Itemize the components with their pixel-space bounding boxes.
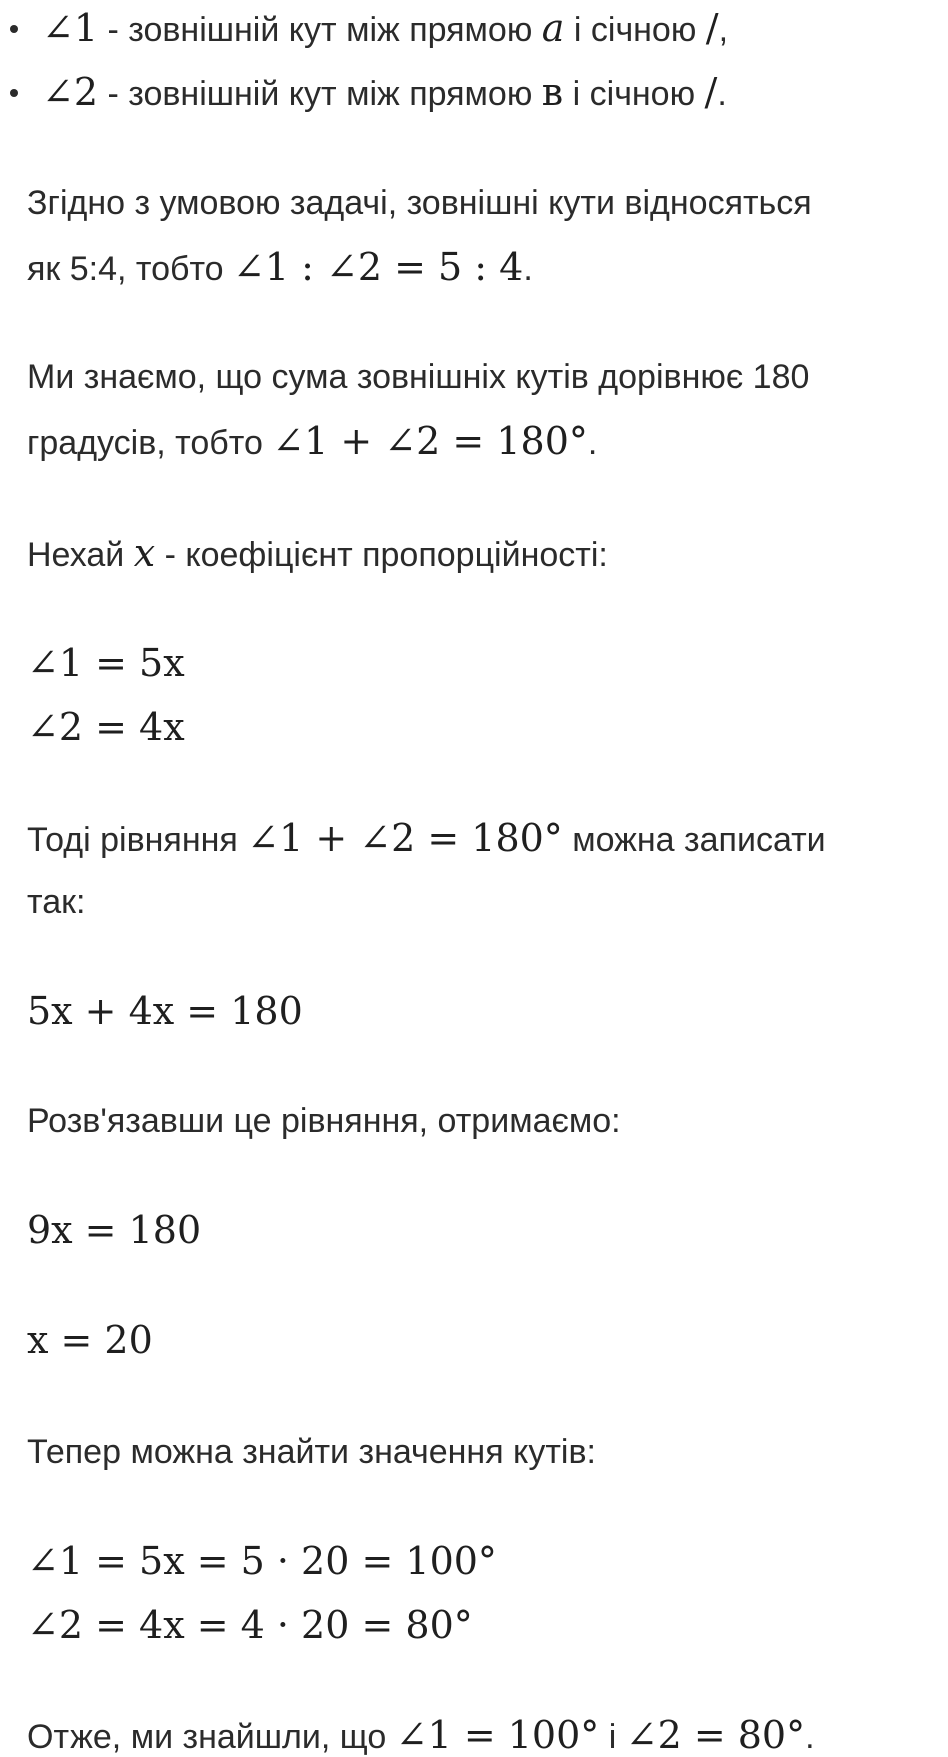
text: Нехай: [27, 536, 134, 574]
bullet-item-angle-2: [42, 72, 727, 114]
equation-angle-1: ∠1 = 5x: [27, 641, 185, 685]
punctuation: .: [587, 424, 598, 462]
paragraph-conclusion: [27, 1715, 815, 1757]
bullet-text: - зовнішній кут між прямою: [98, 75, 542, 113]
bullet-text: - зовнішній кут між прямою: [98, 11, 542, 49]
paragraph-equation-intro-line-2: так:: [27, 883, 86, 921]
text: Тоді рівняння: [27, 821, 248, 859]
punctuation: .: [717, 75, 727, 113]
paragraph-solving: Розв'язавши це рівняння, отримаємо:: [27, 1102, 621, 1140]
math-ratio: ∠1 : ∠2 = 5 : 4: [233, 245, 524, 289]
equation-angle-1-value: ∠1 = 5x = 5 · 20 = 100°: [27, 1539, 497, 1583]
math-result-2: ∠2 = 80°: [625, 1713, 806, 1757]
text: як 5:4, тобто: [27, 250, 234, 288]
line-name: в: [541, 70, 564, 114]
equation-x-value: x = 20: [27, 1318, 153, 1362]
bullet-item-angle-1: [42, 8, 728, 50]
paragraph-sum-line-2: [27, 421, 597, 463]
equation-9x: 9x = 180: [27, 1208, 202, 1252]
paragraph-sum-line-1: Ми знаємо, що сума зовнішніх кутів дорівнює 180: [27, 358, 810, 396]
bullet-marker: [10, 25, 18, 33]
math-sum: ∠1 + ∠2 = 180°: [247, 816, 563, 860]
paragraph-equation-intro-line-1: [27, 818, 826, 860]
text: Отже, ми знайшли, що: [27, 1718, 396, 1756]
angle-symbol: ∠2: [42, 70, 99, 114]
equation-angle-2-value: ∠2 = 4x = 4 · 20 = 80°: [27, 1603, 473, 1647]
bullet-text: і січною: [564, 11, 706, 49]
punctuation: .: [523, 250, 533, 288]
bullet-text: і січною: [563, 75, 705, 113]
paragraph-ratio-line-1: Згідно з умовою задачі, зовнішні кути відносяться: [27, 184, 812, 222]
math-variable: x: [133, 531, 156, 575]
paragraph-find-angles: Тепер можна знайти значення кутів:: [27, 1433, 596, 1471]
line-name: a: [541, 6, 565, 50]
math-sum: ∠1 + ∠2 = 180°: [272, 419, 588, 463]
angle-symbol: ∠1: [42, 6, 99, 50]
secant-name: /: [704, 70, 718, 114]
text: можна записати: [562, 821, 826, 859]
paragraph-ratio-line-2: [27, 247, 533, 289]
bullet-marker: [10, 89, 18, 97]
math-result-1: ∠1 = 100°: [395, 1713, 600, 1757]
text: і: [599, 1718, 626, 1756]
equation-angle-2: ∠2 = 4x: [27, 705, 185, 749]
text: - коефіцієнт пропорційності:: [155, 536, 608, 574]
punctuation: ,: [718, 11, 729, 49]
equation-sum: 5x + 4x = 180: [27, 989, 303, 1033]
punctuation: .: [805, 1718, 815, 1756]
secant-name: /: [705, 6, 719, 50]
text: градусів, тобто: [27, 424, 273, 462]
paragraph-coefficient: [27, 533, 608, 575]
